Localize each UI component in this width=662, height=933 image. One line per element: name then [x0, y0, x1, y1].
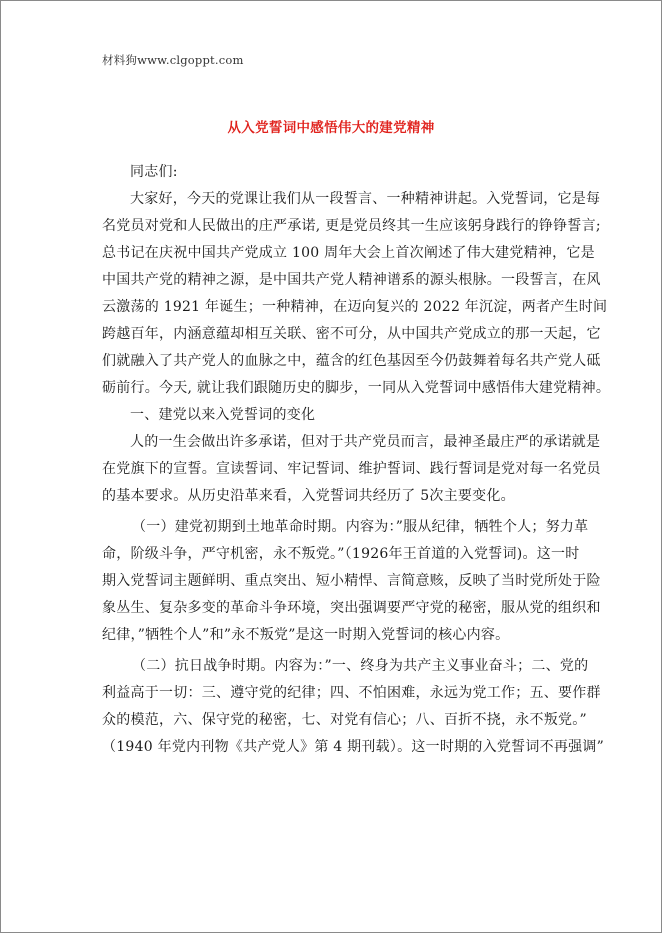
paragraph-line: 砺前行。今天, 就让我们跟随历史的脚步，一同从入党誓词中感悟伟大建党精神。: [102, 380, 611, 396]
greeting-line: 同志们:: [130, 164, 178, 180]
paragraph-line: 命，阶级斗争，严守机密，永不叛党。”（1926年王首道的入党誓词)。这一时: [102, 546, 580, 562]
watermark-text: 材料狗www.clgoppt.com: [102, 53, 244, 67]
paragraph-line: 中国共产党的精神之源，是中国共产党人精神谱系的源头根脉。一段誓言，在风: [102, 272, 601, 288]
paragraph-line: 众的模范，六、保守党的秘密，七、对党有信心；八、百折不挠，永不叛党。”: [102, 712, 587, 728]
section-heading: 一、建党以来入党誓词的变化: [130, 407, 316, 423]
paragraph-line: 跨越百年，内涵意蕴却相互关联、密不可分，从中国共产党成立的那一天起，它: [102, 326, 601, 342]
paragraph-line: （二）抗日战争时期。内容为：”一、终身为共产主义事业奋斗；二、党的: [132, 658, 589, 674]
document-title: 从入党誓词中感悟伟大的建党精神: [227, 120, 435, 136]
paragraph-line: （1940 年党内刊物《共产党人》第 4 期刊载）。这一时期的入党誓词不再强调”: [102, 739, 605, 755]
paragraph-line: 名党员对党和人民做出的庄严承诺, 更是党员终其一生应该躬身践行的铮铮誓言;: [102, 218, 601, 234]
paragraph-line: （一）建党初期到土地革命时期。内容为：”服从纪律，牺牲个人；努力革: [132, 519, 589, 535]
paragraph-line: 的基本要求。从历史沿革来看，入党誓词共经历了 5次主要变化。: [102, 488, 515, 504]
paragraph-line: 利益高于一切：三、遵守党的纪律；四、不怕困难，永远为党工作；五、要作群: [102, 685, 601, 701]
document-body: [102, 159, 611, 761]
paragraph-line: 总书记在庆祝中国共产党成立 100 周年大会上首次阐述了伟大建党精神，它是: [102, 245, 595, 261]
paragraph-line: 象丛生、复杂多变的革命斗争环境，突出强调要严守党的秘密，服从党的组织和: [102, 600, 601, 616]
paragraph-line: 云激荡的 1921 年诞生；一种精神，在迈向复兴的 2022 年沉淀，两者产生时间: [102, 299, 608, 315]
paragraph-line: 们就融入了共产党人的血脉之中，蕴含的红色基因至今仍鼓舞着每名共产党人砥: [102, 353, 601, 369]
paragraph-line: 纪律，”牺牲个人”和”永不叛党”是这一时期入党誓词的核心内容。: [102, 627, 510, 643]
paragraph-line: 人的一生会做出许多承诺，但对于共产党员而言，最神圣最庄严的承诺就是: [130, 434, 601, 450]
paragraph-line: 大家好，今天的党课让我们从一段誓言、一种精神讲起。入党誓词，它是每: [130, 191, 601, 207]
paragraph-line: 在党旗下的宣誓。宣读誓词、牢记誓词、维护誓词、践行誓词是党对每一名党员: [102, 461, 601, 477]
paragraph-line: 期入党誓词主题鲜明、重点突出、短小精悍、言简意赅，反映了当时党所处于险: [102, 573, 601, 589]
